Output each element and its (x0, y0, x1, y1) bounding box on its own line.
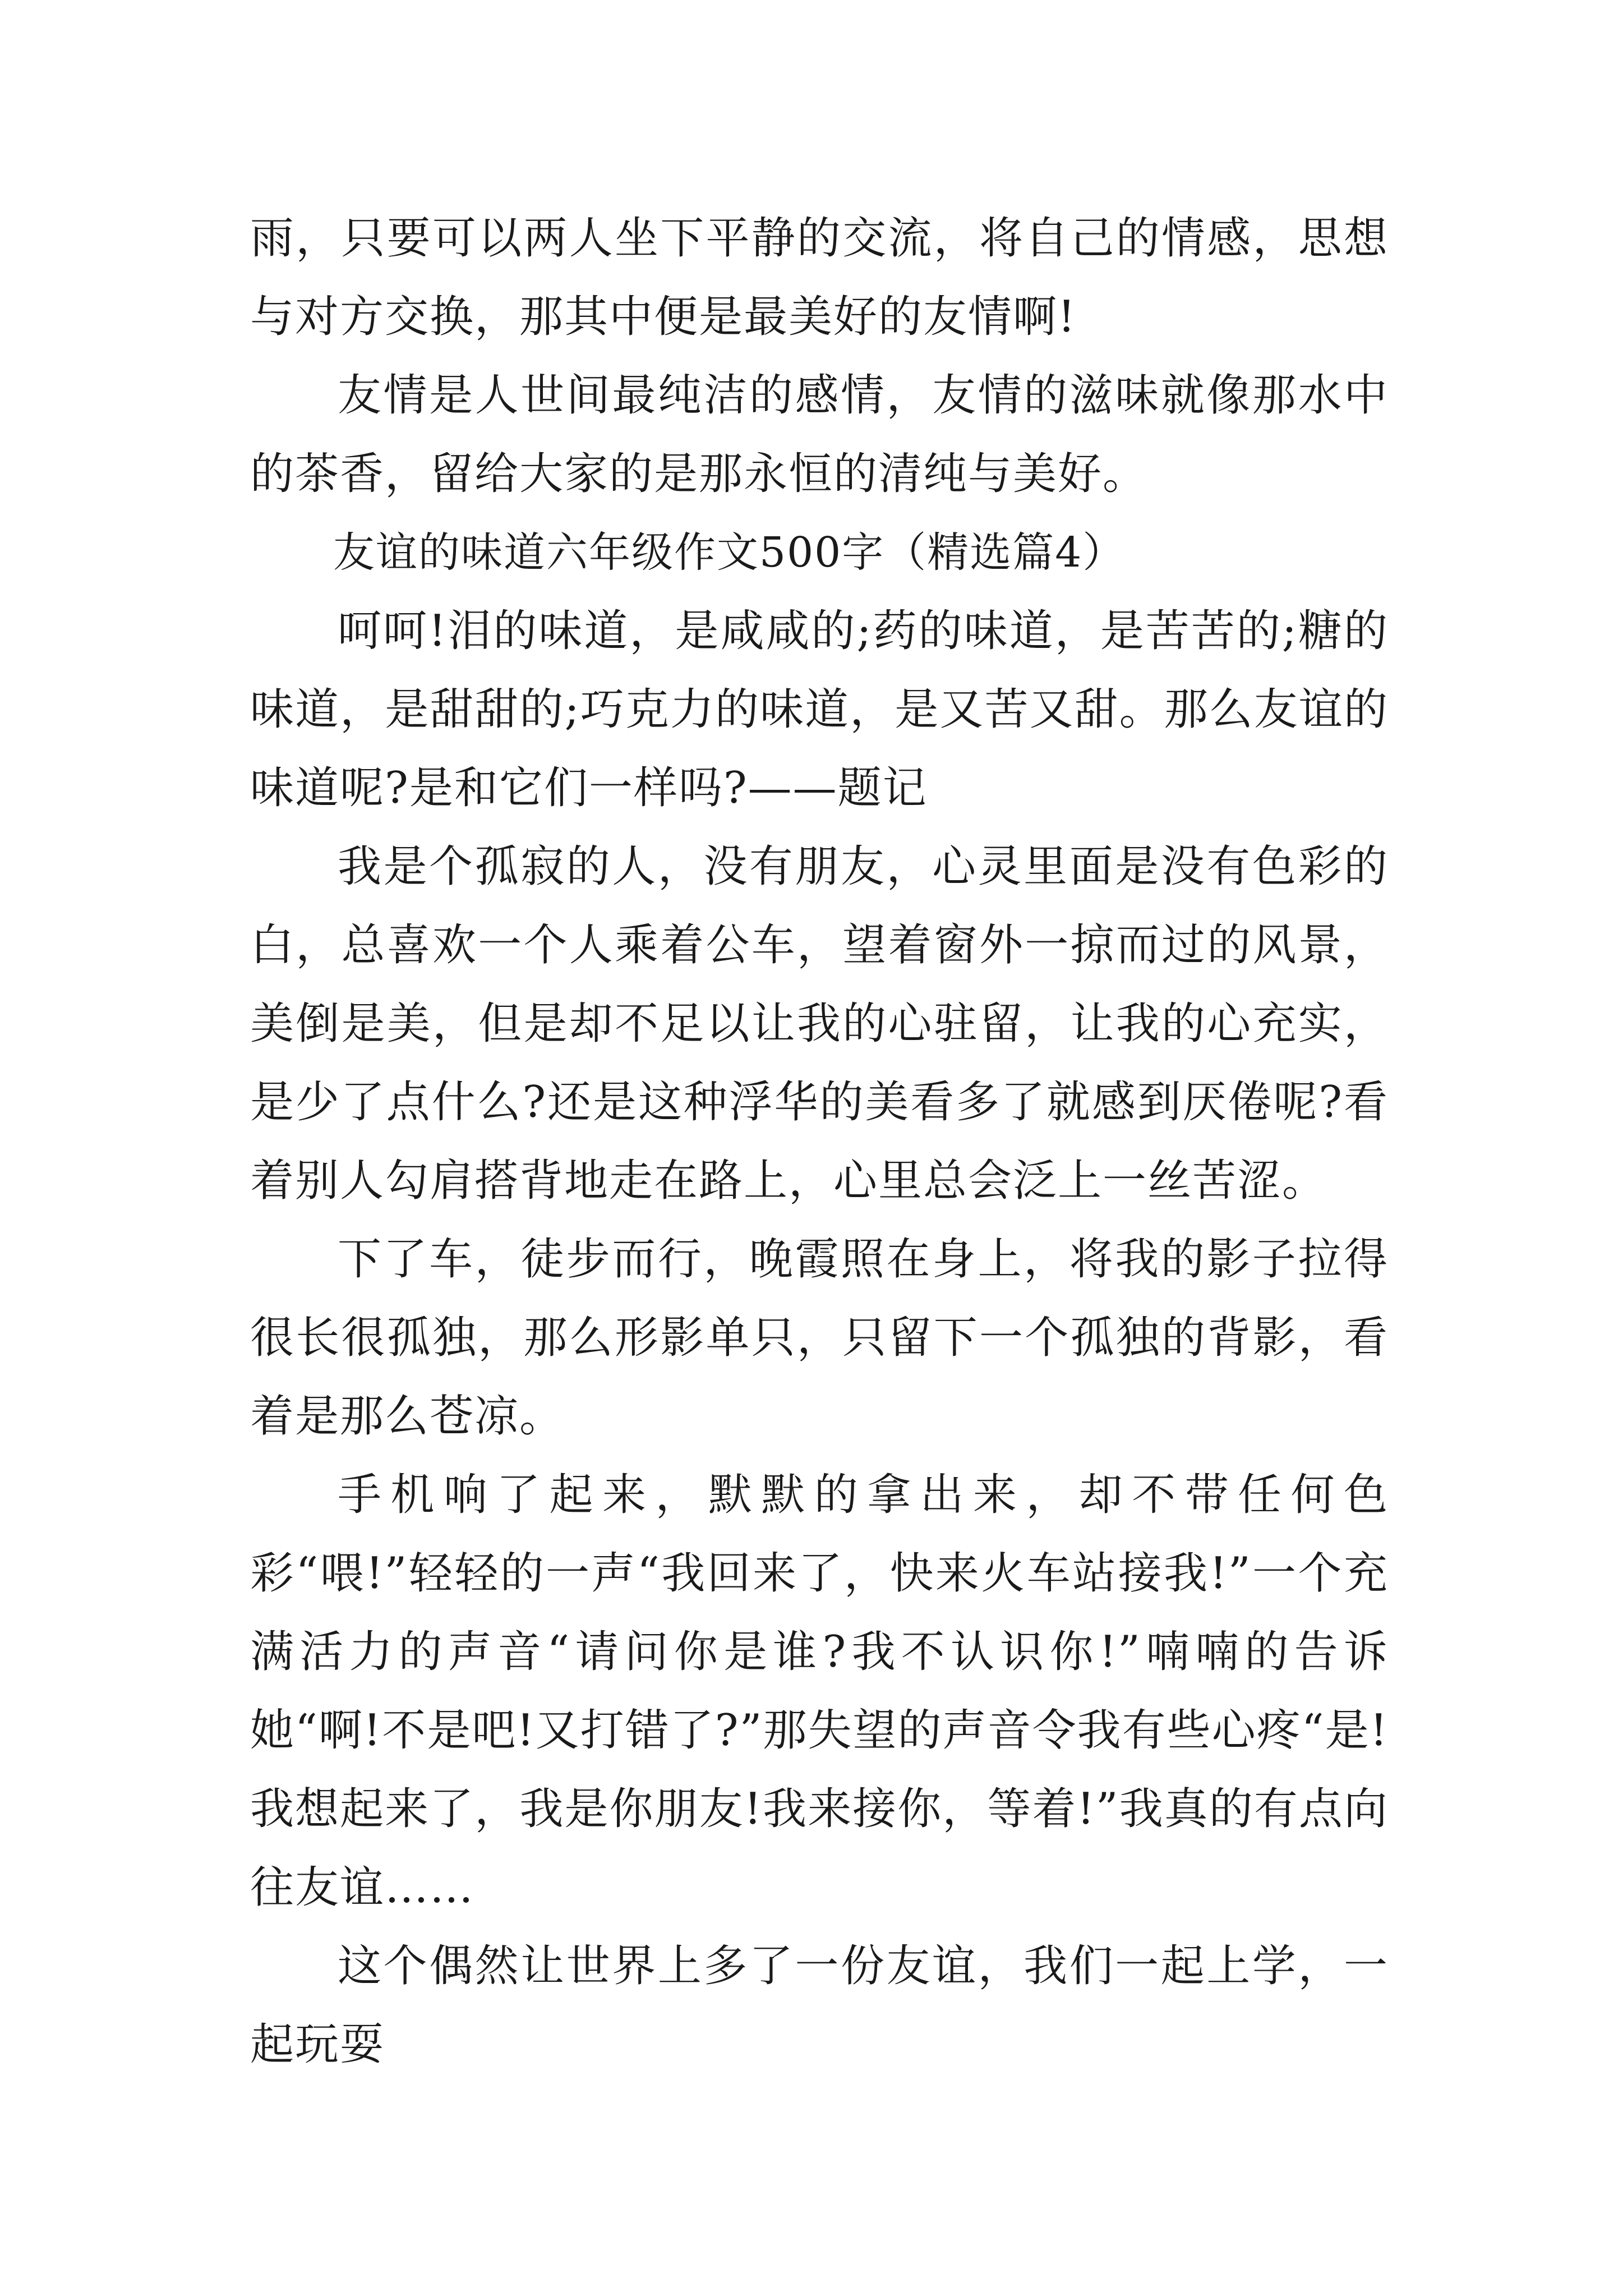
paragraph: 这个偶然让世界上多了一份友谊，我们一起上学，一起玩耍 (250, 1941, 1389, 2070)
paragraph: 呵呵!泪的味道，是咸咸的;药的味道，是苦苦的;糖的味道，是甜甜的;巧克力的味道，是又苦又甜。那么友谊的味道呢?是和它们一样吗?——题记 (250, 606, 1389, 813)
section-heading: 友谊的味道六年级作文500字（精选篇4） (333, 528, 1126, 577)
paragraph: 下了车，徒步而行，晚霞照在身上，将我的影子拉得很长很孤独，那么形影单只，只留下一个孤独的背影，看着是那么苍凉。 (250, 1234, 1389, 1442)
paragraph: 友情是人世间最纯洁的感情，友情的滋味就像那水中的茶香，留给大家的是那永恒的清纯与美好。 (250, 370, 1389, 499)
document-body (250, 199, 1389, 2084)
paragraph: 手机响了起来，默默的拿出来，却不带任何色彩“喂!”轻轻的一声“我回来了，快来火车站接我!”一个充满活力的声音“请问你是谁?我不认识你!”喃喃的告诉她“啊!不是吧!又打错了?”那失望的声音令我有些心疼“是!我想起来了，我是你朋友!我来接你，等着!”我真的有点向往友谊…… (250, 1470, 1389, 1913)
paragraph-continuation: 雨，只要可以两人坐下平静的交流，将自己的情感，思想与对方交换，那其中便是最美好的友情啊! (250, 213, 1389, 342)
paragraph: 我是个孤寂的人，没有朋友，心灵里面是没有色彩的白，总喜欢一个人乘着公车，望着窗外一掠而过的风景，美倒是美，但是却不足以让我的心驻留，让我的心充实，是少了点什么?还是这种浮华的美看多了就感到厌倦呢?看着别人勾肩搭背地走在路上，心里总会泛上一丝苦涩。 (250, 841, 1389, 1206)
